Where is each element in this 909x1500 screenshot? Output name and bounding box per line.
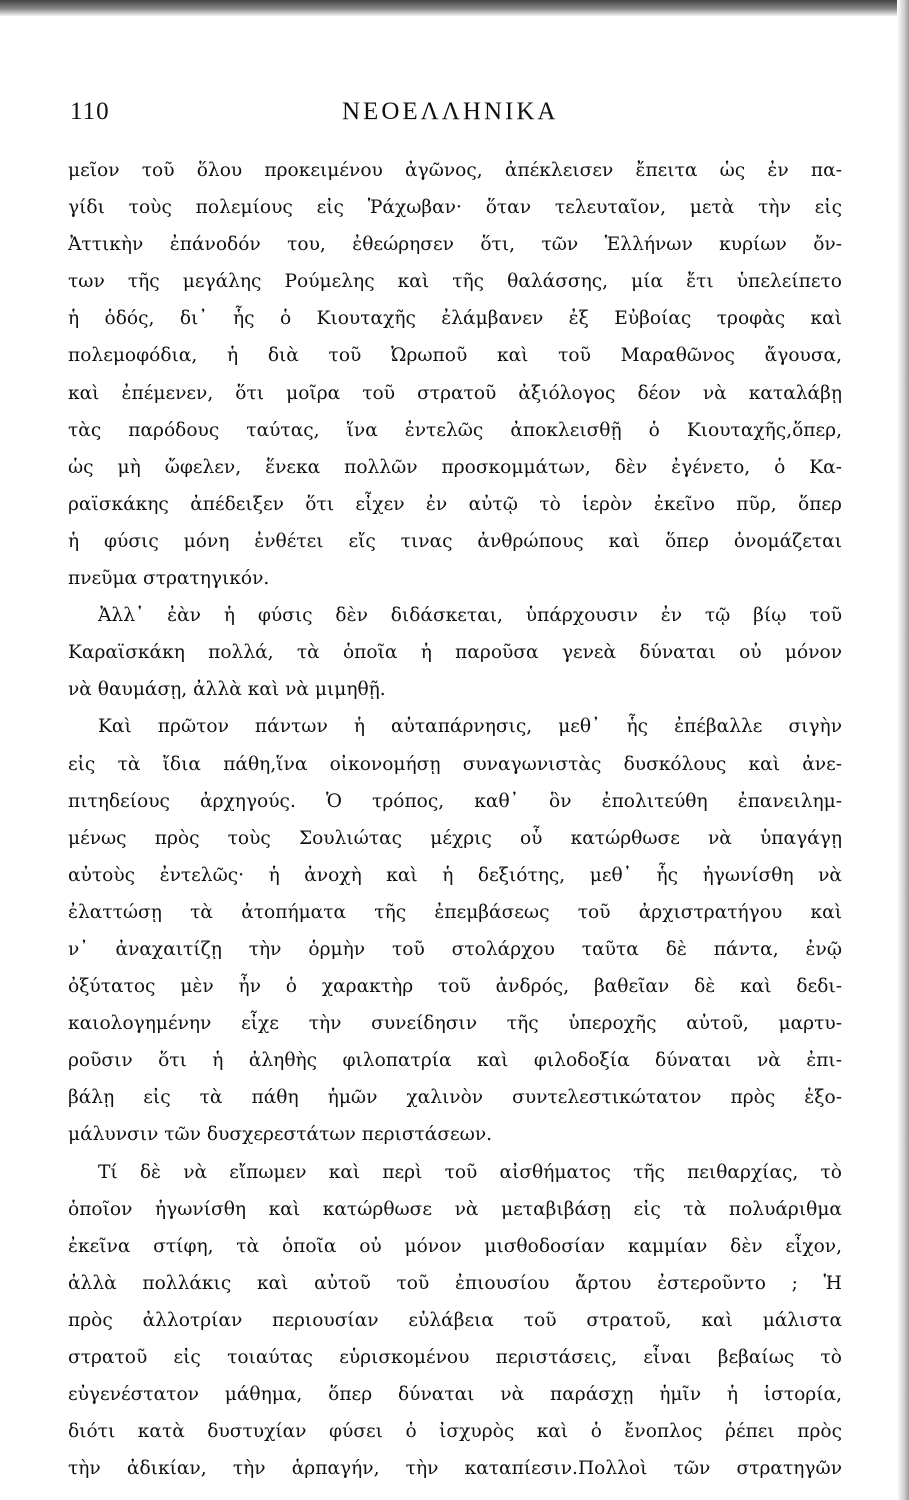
text-line: ροῦσιν ὅτι ἡ ἀληθὴς φιλοπατρία καὶ φιλοδοξία δύναται νὰ ἐπι- — [68, 1050, 842, 1072]
text-line: Ἀλλ᾽ ἐὰν ἡ φύσις δὲν διδάσκεται, ὑπάρχουσιν ἐν τῷ βίῳ τοῦ — [98, 605, 842, 627]
text-line: Τί δὲ νὰ εἴπωμεν καὶ περὶ τοῦ αἰσθήματος τῆς πειθαρχίας, τὸ — [98, 1161, 842, 1183]
text-line: πρὸς ἀλλοτρίαν περιουσίαν εὐλάβεια τοῦ στρατοῦ, καὶ μάλιστα — [68, 1309, 842, 1331]
text-line: τὰς παρόδους ταύτας, ἵνα ἐντελῶς ἀποκλεισθῇ ὁ Κιουταχῆς,ὅπερ, — [68, 419, 842, 441]
text-line: Καραϊσκάκη πολλά, τὰ ὁποῖα ἡ παροῦσα γενεὰ δύναται οὐ μόνον — [68, 642, 842, 664]
text-line: εἰς τὰ ἴδια πάθη,ἵνα οἰκονομήσῃ συναγωνιστὰς δυσκόλους καὶ ἀνε- — [68, 753, 842, 775]
text-line: μεῖον τοῦ ὅλου προκειμένου ἀγῶνος, ἀπέκλεισεν ἔπειτα ὡς ἐν πα- — [68, 160, 842, 181]
text-line: καὶ ἐπέμενεν, ὅτι μοῖρα τοῦ στρατοῦ ἀξιόλογος δέον νὰ καταλάβῃ — [68, 382, 842, 404]
text-line: ὡς μὴ ὤφελεν, ἕνεκα πολλῶν προσκομμάτων, δὲν ἐγένετο, ὁ Κα- — [68, 456, 842, 478]
page-number: 110 — [70, 98, 110, 125]
text-line: καιολογημένην εἶχε τὴν συνείδησιν τῆς ὑπεροχῆς αὐτοῦ, μαρτυ- — [68, 1013, 842, 1035]
text-line: ἀλλὰ πολλάκις καὶ αὐτοῦ τοῦ ἐπιουσίου ἄρτου ἐστεροῦντο ; Ἡ — [68, 1272, 842, 1294]
text-line: ν᾽ ἀναχαιτίζῃ τὴν ὁρμὴν τοῦ στολάρχου ταῦτα δὲ πάντα, ἐνῷ — [68, 938, 842, 960]
text-line: ραϊσκάκης ἀπέδειξεν ὅτι εἶχεν ἐν αὐτῷ τὸ ἱερὸν ἐκεῖνο πῦρ, ὅπερ — [68, 493, 842, 515]
text-line: ἐκεῖνα στίφη, τὰ ὁποῖα οὐ μόνον μισθοδοσίαν καμμίαν δὲν εἶχον, — [68, 1235, 842, 1257]
text-line: ἡ ὁδός, δι᾽ ἧς ὁ Κιουταχῆς ἐλάμβανεν ἐξ Εὐβοίας τροφὰς καὶ — [68, 308, 842, 330]
text-line: πολεμοφόδια, ἡ διὰ τοῦ Ὠρωποῦ καὶ τοῦ Μαραθῶνος ἄγουσα, — [68, 345, 842, 367]
page-header — [70, 98, 840, 138]
text-line: μένως πρὸς τοὺς Σουλιώτας μέχρις οὗ κατώρθωσε νὰ ὑπαγάγῃ — [68, 827, 842, 849]
text-line: ὁποῖον ἠγωνίσθη καὶ κατώρθωσε νὰ μεταβιβάσῃ εἰς τὰ πολυάριθμα — [68, 1198, 842, 1220]
text-line: στρατοῦ εἰς τοιαύτας εὑρισκομένου περιστάσεις, εἶναι βεβαίως τὸ — [68, 1347, 842, 1368]
text-line: ὀξύτατος μὲν ἦν ὁ χαρακτὴρ τοῦ ἀνδρός, βαθεῖαν δὲ καὶ δεδι- — [68, 976, 842, 998]
body-text — [68, 152, 842, 1487]
text-line: πιτηδείους ἀρχηγούς. Ὁ τρόπος, καθ᾽ ὃν ἐπολιτεύθη ἐπανειλημ- — [68, 790, 842, 812]
text-line: αὐτοὺς ἐντελῶς· ἡ ἀνοχὴ καὶ ἡ δεξιότης, μεθ᾽ ἧς ἠγωνίσθη νὰ — [68, 864, 842, 886]
text-line: των τῆς μεγάλης Ρούμελης καὶ τῆς θαλάσσης, μία ἔτι ὑπελείπετο — [68, 271, 842, 293]
page-top-edge-shadow — [0, 0, 909, 16]
text-line: Ἀττικὴν ἐπάνοδόν του, ἐθεώρησεν ὅτι, τῶν Ἑλλήνων κυρίων ὄν- — [68, 234, 842, 256]
text-line: διότι κατὰ δυστυχίαν φύσει ὁ ἰσχυρὸς καὶ ὁ ἔνοπλος ῥέπει πρὸς — [68, 1421, 842, 1443]
text-line: ἐλαττώσῃ τὰ ἀτοπήματα τῆς ἐπεμβάσεως τοῦ ἀρχιστρατήγου καὶ — [68, 901, 842, 923]
text-line: γίδι τοὺς πολεμίους εἰς Ῥάχωβαν· ὅταν τελευταῖον, μετὰ τὴν εἰς — [68, 197, 842, 219]
text-line: τὴν ἀδικίαν, τὴν ἁρπαγήν, τὴν καταπίεσιν.Πολλοὶ τῶν στρατηγῶν — [68, 1458, 842, 1480]
text-line: μάλυνσιν τῶν δυσχερεστάτων περιστάσεων. — [68, 1124, 493, 1146]
text-line: εὐγενέστατον μάθημα, ὅπερ δύναται νὰ παράσχῃ ἡμῖν ἡ ἱστορία, — [68, 1384, 842, 1406]
page-right-edge-shadow — [897, 0, 909, 1500]
text-line: πνεῦμα στρατηγικόν. — [68, 568, 270, 590]
running-title: ΝΕΟΕΛΛΗΝΙΚΑ — [342, 98, 559, 125]
text-line: βάλῃ εἰς τὰ πάθη ἡμῶν χαλινὸν συντελεστικώτατον πρὸς ἐξο- — [68, 1087, 842, 1109]
text-line: ἡ φύσις μόνη ἐνθέτει εἴς τινας ἀνθρώπους καὶ ὅπερ ὀνομάζεται — [68, 530, 842, 552]
text-line: νὰ θαυμάσῃ, ἀλλὰ καὶ νὰ μιμηθῇ. — [68, 679, 386, 701]
text-line: Καὶ πρῶτον πάντων ἡ αὐταπάρνησις, μεθ᾽ ἧς ἐπέβαλλε σιγὴν — [98, 716, 842, 738]
